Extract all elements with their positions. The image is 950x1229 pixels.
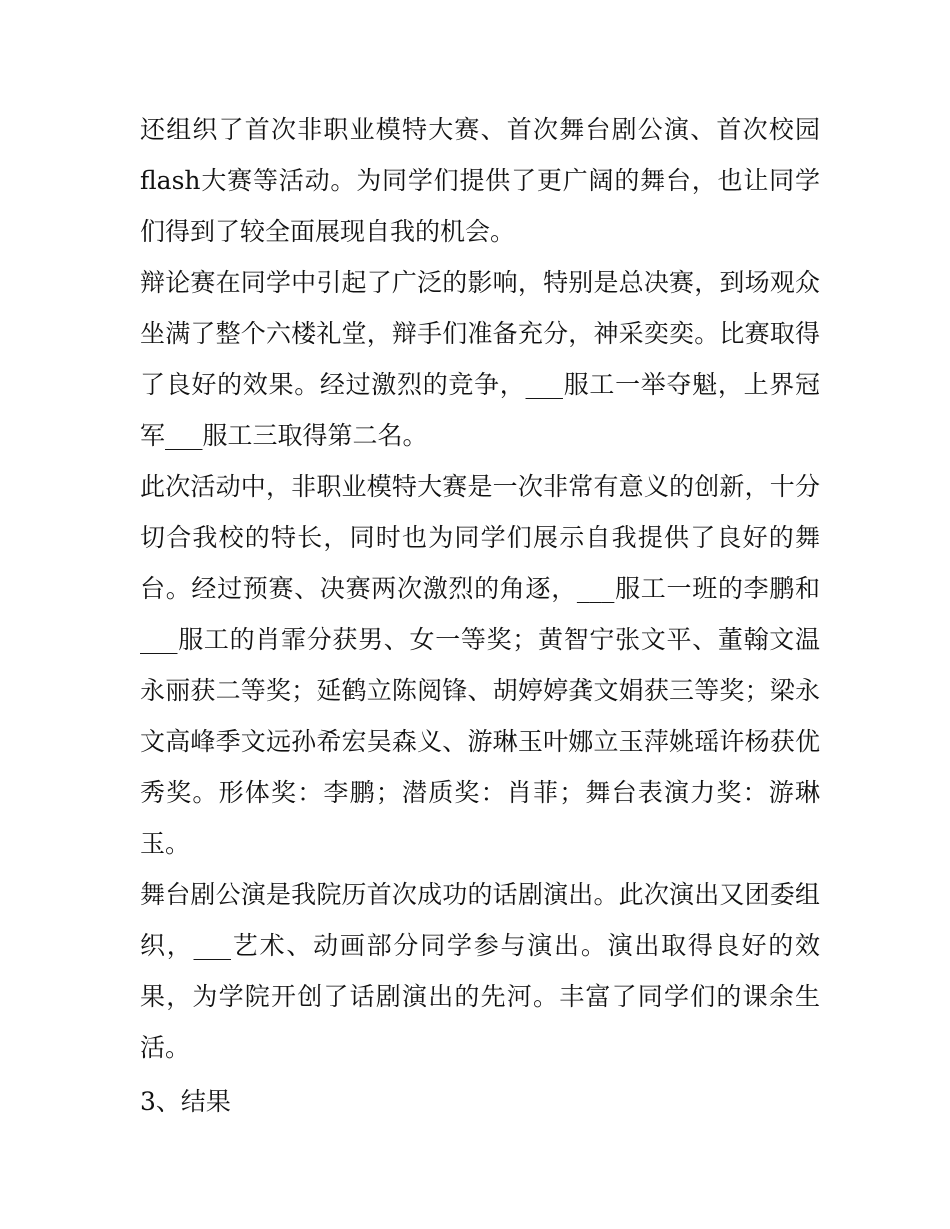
paragraph-activities-intro: 还组织了首次非职业模特大赛、首次舞台剧公演、首次校园flash大赛等活动。为同学们提供了更广阔的舞台，也让同学们得到了较全面展现自我的机会。 — [140, 115, 820, 246]
section-heading: 3、结果 — [140, 1087, 231, 1116]
paragraph-model-contest: 此次活动中，非职业模特大赛是一次非常有意义的创新，十分切合我校的特长，同时也为同学们展示自我提供了良好的舞台。经过预赛、决赛两次激烈的角逐，___服工一班的李鹏和___服工的肖霏分获男、女一等奖；黄智宁张文平、董翰文温永丽获二等奖；延鹤立陈阅锋、胡婷婷龚文娟获三等奖；梁永文高峰季文远孙希宏吴森义、游琳玉叶娜立玉萍姚瑶许杨获优秀奖。形体奖：李鹏；潜质奖：肖菲；舞台表演力奖：游琳玉。 — [140, 472, 820, 858]
document-body — [140, 104, 820, 1127]
paragraph-stage-play: 舞台剧公演是我院历首次成功的话剧演出。此次演出又团委组织，___艺术、动画部分同学参与演出。演出取得良好的效果，为学院开创了话剧演出的先河。丰富了同学们的课余生活。 — [140, 880, 820, 1062]
paragraph-debate: 辩论赛在同学中引起了广泛的影响，特别是总决赛，到场观众坐满了整个六楼礼堂，辩手们准备充分，神采奕奕。比赛取得了良好的效果。经过激烈的竞争，___服工一举夺魁，上界冠军___服工三取得第二名。 — [140, 268, 820, 450]
